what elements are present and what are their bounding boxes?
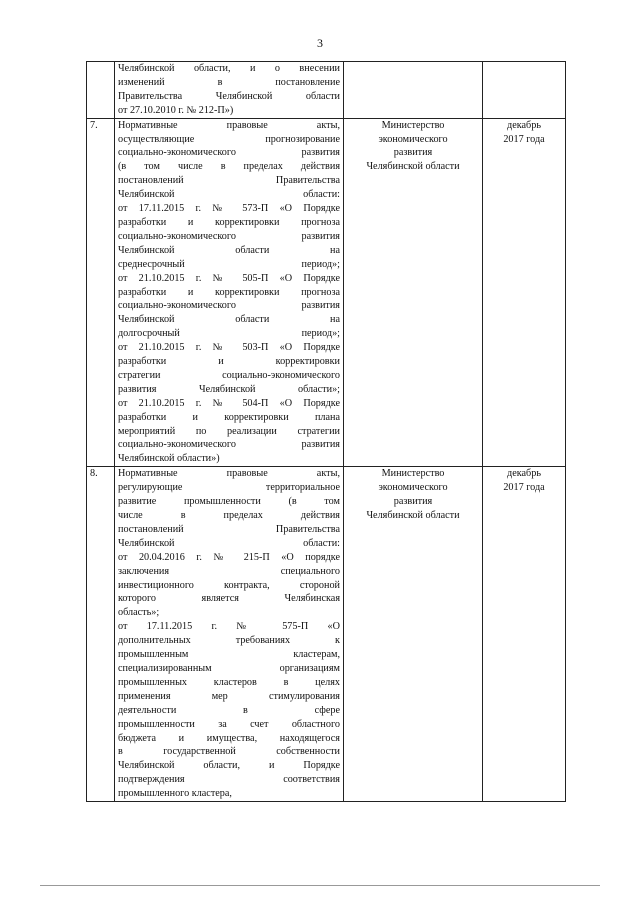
measure-description — [115, 62, 344, 119]
agency-line: Министерство — [381, 119, 445, 131]
deadline — [483, 62, 566, 119]
text-line: Челябинской области, и о внесении — [118, 63, 340, 74]
text-line: социально-экономического развития — [118, 230, 340, 242]
text-line: от 17.11.2015 г. № 573-П «О Порядке — [118, 203, 340, 215]
deadline-line: декабрь — [507, 468, 541, 480]
measure-description — [115, 118, 344, 467]
text-line: от 17.11.2015 г. № 575-П «О — [118, 621, 340, 633]
agency-line: Челябинской области — [366, 510, 460, 521]
agency-line: Министерство — [381, 468, 445, 480]
agency-line: развития — [393, 496, 433, 508]
text-line: в государственной собственности — [118, 746, 340, 758]
text-line: область»; — [118, 607, 160, 619]
text-line: разработки и корректировки прогноза — [118, 286, 340, 298]
text-line: Челябинской области: — [118, 189, 340, 201]
table-body — [87, 62, 566, 802]
text-line: постановлений Правительства — [118, 175, 340, 187]
responsible-agency — [344, 118, 483, 467]
text-line: от 20.04.2016 г. № 215-П «О порядке — [118, 551, 340, 563]
deadline — [483, 118, 566, 467]
agency-line: Челябинской области — [366, 161, 460, 173]
row-number — [87, 62, 115, 119]
measures-table — [86, 61, 566, 802]
text-line: социально-экономического развития — [118, 300, 340, 312]
text-line: промышленного кластера, — [118, 788, 232, 800]
page-number: 3 — [317, 36, 323, 50]
responsible-agency — [344, 467, 483, 802]
text-line: осуществляющие прогнозирование — [118, 133, 340, 145]
agency-line: экономического — [378, 482, 448, 494]
text-line: промышленности за счет областного — [118, 718, 340, 730]
deadline — [483, 467, 566, 802]
bottom-rule — [40, 885, 600, 886]
text-line: от 21.10.2015 г. № 503-П «О Порядке — [118, 342, 340, 354]
measure-description — [115, 467, 344, 802]
text-line: числе в пределах действия — [118, 510, 340, 521]
deadline-line: 2017 года — [503, 133, 545, 145]
text-line: Челябинской области: — [118, 537, 340, 549]
text-line: от 27.10.2010 г. № 212-П») — [118, 104, 234, 116]
table-row — [87, 62, 566, 119]
row-number: 7. — [87, 118, 115, 467]
text-line: развитие промышленности (в том — [118, 496, 340, 508]
text-line: Челябинской области, и Порядке — [118, 760, 340, 772]
text-line: (в том числе в пределах действия — [118, 161, 340, 173]
text-line: социально-экономического развития — [118, 147, 340, 159]
text-line: среднесрочный период»; — [118, 258, 340, 270]
row-number: 8. — [87, 467, 115, 802]
text-line: Челябинской области на — [118, 244, 340, 256]
text-line: постановлений Правительства — [118, 523, 340, 535]
text-line: разработки и корректировки плана — [118, 411, 340, 423]
text-line: от 21.10.2015 г. № 504-П «О Порядке — [118, 397, 340, 409]
text-line: стратегии социально-экономического — [118, 369, 340, 381]
text-line: инвестиционного контракта, стороной — [118, 579, 340, 591]
text-line: социально-экономического развития — [118, 439, 340, 451]
text-line: Челябинской области на — [118, 314, 340, 326]
text-line: подтверждения соответствия — [118, 774, 340, 786]
text-line: долгосрочный период»; — [118, 328, 340, 340]
text-line: мероприятий по реализации стратегии — [118, 425, 340, 437]
text-line: бюджета и имущества, находящегося — [118, 732, 340, 744]
text-line: заключения специального — [118, 565, 340, 577]
deadline-line: 2017 года — [503, 482, 545, 494]
text-line: деятельности в сфере — [118, 704, 340, 716]
text-line: дополнительных требованиях к — [118, 635, 340, 647]
agency-line: экономического — [378, 133, 448, 145]
text-line: Челябинской области») — [118, 453, 220, 465]
text-line: Правительства Челябинской области — [118, 90, 340, 102]
text-line: Нормативные правовые акты, — [118, 468, 340, 480]
text-line: применения мер стимулирования — [118, 690, 340, 702]
text-line: промышленным кластерам, — [118, 649, 340, 661]
text-line: Нормативные правовые акты, — [118, 119, 340, 131]
text-line: промышленных кластеров в целях — [118, 676, 340, 688]
agency-line: развития — [393, 147, 433, 159]
responsible-agency — [344, 62, 483, 119]
deadline-line: декабрь — [507, 119, 541, 131]
text-line: специализированным организациям — [118, 662, 340, 674]
text-line: разработки и корректировки — [118, 356, 340, 368]
text-line: регулирующие территориальное — [118, 482, 340, 494]
text-line: разработки и корректировки прогноза — [118, 216, 340, 228]
table-row — [87, 118, 566, 467]
text-line: от 21.10.2015 г. № 505-П «О Порядке — [118, 272, 340, 284]
text-line: изменений в постановление — [118, 76, 340, 88]
text-line: которого является Челябинская — [118, 593, 340, 605]
table-row — [87, 467, 566, 802]
text-line: развития Челябинской области»; — [118, 383, 340, 395]
